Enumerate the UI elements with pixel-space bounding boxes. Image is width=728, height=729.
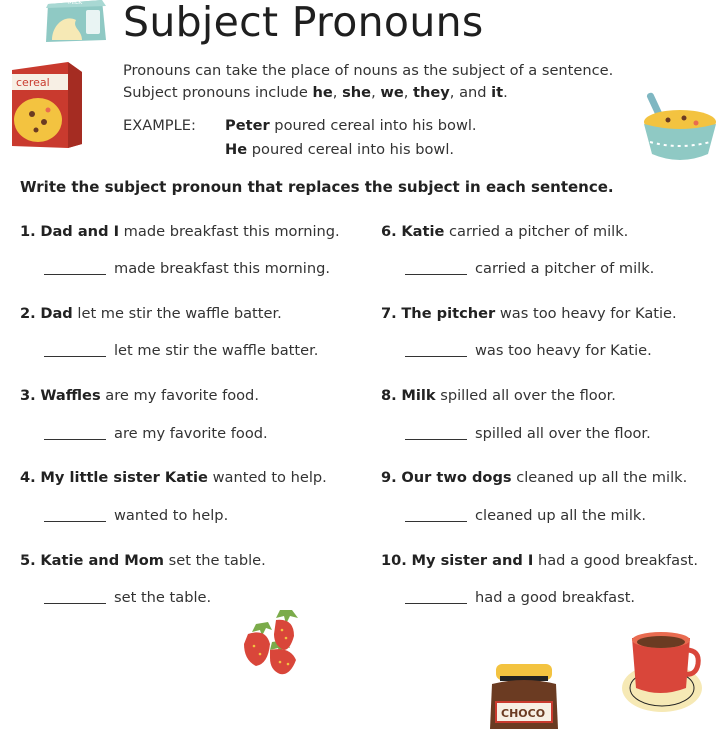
- question-rest: had a good breakfast.: [533, 552, 699, 569]
- question-5: [20, 552, 266, 569]
- answer-rest: wanted to help.: [114, 507, 229, 524]
- pronoun-they: they: [413, 84, 450, 101]
- question-number: 7.: [381, 305, 397, 322]
- answer-blank-8[interactable]: [405, 439, 467, 440]
- intro-text: [123, 60, 683, 104]
- separator: ,: [403, 84, 414, 101]
- question-rest: was too heavy for Katie.: [495, 305, 677, 322]
- answer-3: [44, 425, 268, 442]
- answer-1: [44, 260, 330, 277]
- answer-9: [405, 507, 646, 524]
- answer-blank-4[interactable]: [44, 521, 106, 522]
- question-rest: cleaned up all the milk.: [511, 469, 688, 486]
- question-8: [381, 387, 616, 404]
- question-3: [20, 387, 259, 404]
- question-number: 9.: [381, 469, 397, 486]
- question-number: 10.: [381, 552, 407, 569]
- answer-blank-10[interactable]: [405, 603, 467, 604]
- milk-carton-icon: [42, 0, 110, 46]
- example-label: EXAMPLE:: [123, 117, 196, 134]
- question-subject: Katie: [401, 223, 445, 240]
- question-rest: spilled all over the floor.: [435, 387, 616, 404]
- example-rest-2: poured cereal into his bowl.: [247, 141, 455, 158]
- answer-rest: had a good breakfast.: [475, 589, 636, 606]
- answer-rest: cleaned up all the milk.: [475, 507, 646, 524]
- page-title: Subject Pronouns: [123, 0, 484, 46]
- example-rest-1: poured cereal into his bowl.: [269, 117, 477, 134]
- question-subject: Our two dogs: [401, 469, 512, 486]
- answer-rest: carried a pitcher of milk.: [475, 260, 655, 277]
- intro-prefix: Subject pronouns include: [123, 84, 313, 101]
- question-number: 6.: [381, 223, 397, 240]
- answer-rest: made breakfast this morning.: [114, 260, 331, 277]
- question-number: 2.: [20, 305, 36, 322]
- pronoun-she: she: [342, 84, 372, 101]
- question-subject: Dad: [40, 305, 73, 322]
- answer-5: [44, 589, 211, 606]
- question-number: 4.: [20, 469, 36, 486]
- question-rest: made breakfast this morning.: [119, 223, 340, 240]
- answer-2: [44, 342, 318, 359]
- answer-rest: was too heavy for Katie.: [475, 342, 652, 359]
- answer-rest: let me stir the waffle batter.: [114, 342, 319, 359]
- question-number: 5.: [20, 552, 36, 569]
- answer-8: [405, 425, 651, 442]
- question-7: [381, 305, 677, 322]
- example-line-2: [123, 138, 477, 162]
- question-10: [381, 552, 698, 569]
- question-rest: wanted to help.: [207, 469, 327, 486]
- separator: ,: [371, 84, 381, 101]
- milk-label: MILK: [68, 0, 83, 6]
- cereal-box-icon: [6, 60, 86, 150]
- choco-jar-icon: [486, 662, 562, 729]
- answer-rest: set the table.: [114, 589, 212, 606]
- answer-blank-3[interactable]: [44, 439, 106, 440]
- question-9: [381, 469, 687, 486]
- and-word: , and: [449, 84, 492, 101]
- answer-blank-5[interactable]: [44, 603, 106, 604]
- choco-label: CHOCO: [501, 707, 546, 720]
- answer-blank-7[interactable]: [405, 356, 467, 357]
- instructions: Write the subject pronoun that replaces the subject in each sentence.: [20, 178, 614, 196]
- example-line-1: [123, 114, 477, 138]
- coffee-mug-icon: [620, 628, 706, 718]
- question-rest: carried a pitcher of milk.: [444, 223, 629, 240]
- question-subject: My little sister Katie: [40, 469, 208, 486]
- question-subject: My sister and I: [411, 552, 534, 569]
- answer-4: [44, 507, 228, 524]
- answer-rest: spilled all over the floor.: [475, 425, 651, 442]
- question-6: [381, 223, 628, 240]
- question-subject: Waffles: [40, 387, 101, 404]
- question-rest: set the table.: [163, 552, 266, 569]
- question-subject: Dad and I: [40, 223, 120, 240]
- question-1: [20, 223, 340, 240]
- intro-line-1: Pronouns can take the place of nouns as the subject of a sentence.: [123, 62, 614, 79]
- question-subject: The pitcher: [401, 305, 496, 322]
- question-subject: Katie and Mom: [40, 552, 164, 569]
- answer-blank-6[interactable]: [405, 274, 467, 275]
- pronoun-we: we: [380, 84, 404, 101]
- question-rest: are my favorite food.: [100, 387, 259, 404]
- strawberries-icon: [240, 604, 302, 676]
- question-2: [20, 305, 282, 322]
- example-subject-noun: Peter: [225, 117, 270, 134]
- question-number: 1.: [20, 223, 36, 240]
- pronoun-it: it: [491, 84, 504, 101]
- question-subject: Milk: [401, 387, 436, 404]
- separator: ,: [332, 84, 343, 101]
- answer-6: [405, 260, 654, 277]
- pronoun-he: he: [312, 84, 333, 101]
- example-subject-pronoun: He: [225, 141, 248, 158]
- answer-7: [405, 342, 652, 359]
- cereal-label: cereal: [16, 76, 50, 89]
- question-rest: let me stir the waffle batter.: [72, 305, 282, 322]
- question-number: 3.: [20, 387, 36, 404]
- period: .: [503, 84, 508, 101]
- question-number: 8.: [381, 387, 397, 404]
- answer-blank-2[interactable]: [44, 356, 106, 357]
- answer-rest: are my favorite food.: [114, 425, 268, 442]
- answer-10: [405, 589, 635, 606]
- answer-blank-9[interactable]: [405, 521, 467, 522]
- example-block: [123, 114, 477, 162]
- intro-line-2: [123, 82, 683, 104]
- question-4: [20, 469, 327, 486]
- answer-blank-1[interactable]: [44, 274, 106, 275]
